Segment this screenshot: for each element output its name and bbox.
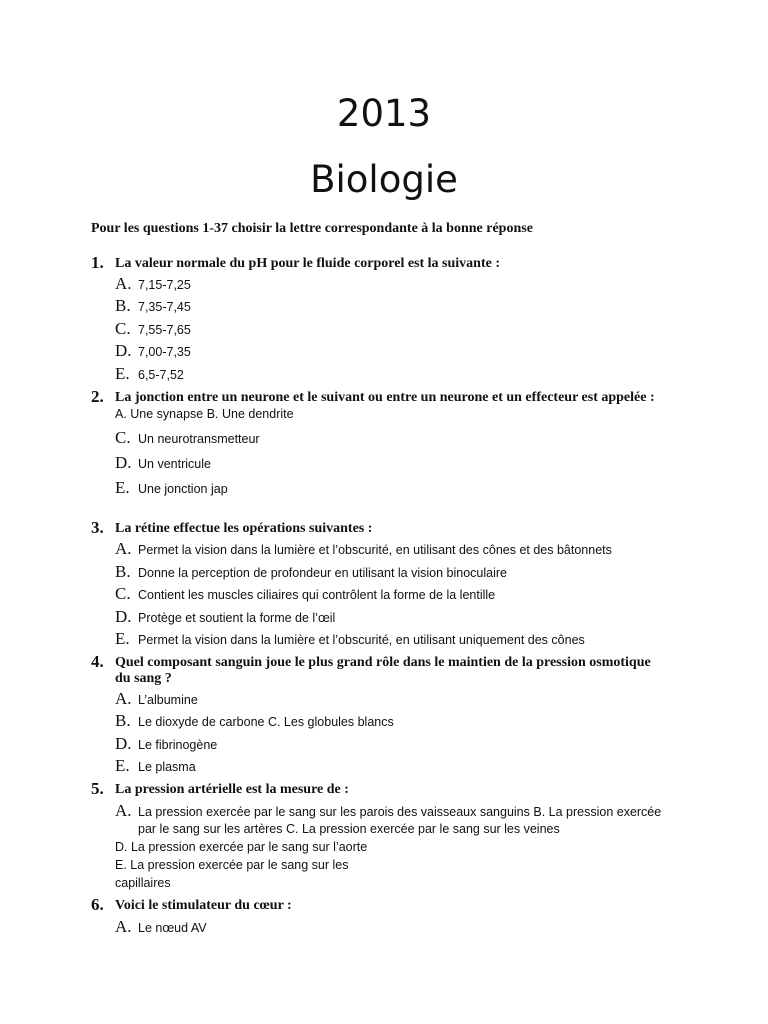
question-text-line-1: Quel composant sanguin joue le plus grand rôle dans le maintien de la pression osmotique <box>115 655 651 670</box>
option-letter: B. <box>115 296 131 315</box>
option-text: Protège et soutient la forme de l’œil <box>138 611 336 625</box>
option-letter: D. <box>115 734 132 753</box>
instructions: Pour les questions 1-37 choisir la lettre correspondante à la bonne réponse <box>91 221 533 236</box>
question-number: 4. <box>91 652 104 671</box>
option-letter: C. <box>115 428 131 447</box>
question-number: 3. <box>91 518 104 537</box>
option-text: Le fibrinogène <box>138 738 218 752</box>
option-text-line-2: par le sang sur les artères C. La pression exercée par le sang sur les veines <box>138 822 560 836</box>
option-text: 6,5-7,52 <box>138 368 184 382</box>
question-text: La valeur normale du pH pour le fluide corporel est la suivante : <box>115 256 501 271</box>
question-text-line-2: du sang ? <box>115 671 172 686</box>
option-letter: E. <box>115 364 130 383</box>
option-text: Donne la perception de profondeur en utilisant la vision binoculaire <box>138 566 507 580</box>
option-text: Un ventricule <box>138 457 211 471</box>
option-text: Une jonction jap <box>138 482 228 496</box>
option-letter: C. <box>115 584 131 603</box>
page-year: 2013 <box>336 92 432 135</box>
question-number: 1. <box>91 253 104 272</box>
option-text: Un neurotransmetteur <box>138 432 260 446</box>
option-text: Permet la vision dans la lumière et l’obscurité, en utilisant uniquement des cônes <box>138 633 585 647</box>
option-text: 7,35-7,45 <box>138 300 191 314</box>
question-text: Voici le stimulateur du cœur : <box>115 898 292 913</box>
question-number: 5. <box>91 779 104 798</box>
option-text: 7,55-7,65 <box>138 323 191 337</box>
option-letter: A. <box>115 539 132 558</box>
option-text: Le dioxyde de carbone C. Les globules blancs <box>138 715 394 729</box>
page-title: Biologie <box>310 158 458 201</box>
option-text: Contient les muscles ciliaires qui contrôlent la forme de la lentille <box>138 588 496 602</box>
option-letter: A. <box>115 274 132 293</box>
question-number: 2. <box>91 387 104 406</box>
option-text: 7,00-7,35 <box>138 345 191 359</box>
option-text: Le plasma <box>138 760 196 774</box>
option-letter: D. <box>115 453 132 472</box>
option-letter: E. <box>115 478 130 497</box>
option-letter: B. <box>115 562 131 581</box>
option-letter: E. <box>115 756 130 775</box>
option-letter: A. <box>115 689 132 708</box>
option-text-line-1: La pression exercée par le sang sur les parois des vaisseaux sanguins B. La pression exercée <box>138 805 662 819</box>
option-text: L’albumine <box>138 693 198 707</box>
option-d[interactable]: D. La pression exercée par le sang sur l’aorte <box>115 840 368 854</box>
question-text: La pression artérielle est la mesure de : <box>115 782 349 797</box>
option-letter: A. <box>115 917 132 936</box>
option-letter: D. <box>115 607 132 626</box>
question-number: 6. <box>91 895 104 914</box>
option-e-line-2[interactable]: capillaires <box>115 876 171 890</box>
option-letter: B. <box>115 711 131 730</box>
option-text: 7,15-7,25 <box>138 278 191 292</box>
question-text: La jonction entre un neurone et le suivant ou entre un neurone et un effecteur est appelée : <box>115 390 655 405</box>
option-letter: A. <box>115 801 132 820</box>
inline-options-a-b[interactable]: A. Une synapse B. Une dendrite <box>115 407 294 421</box>
option-letter: D. <box>115 341 132 360</box>
option-e-line-1[interactable]: E. La pression exercée par le sang sur les <box>115 858 349 872</box>
option-letter: C. <box>115 319 131 338</box>
question-text: La rétine effectue les opérations suivantes : <box>115 521 373 536</box>
option-text: Permet la vision dans la lumière et l’obscurité, en utilisant des cônes et des bâtonnets <box>138 543 612 557</box>
option-letter: E. <box>115 629 130 648</box>
option-text: Le nœud AV <box>138 921 207 935</box>
